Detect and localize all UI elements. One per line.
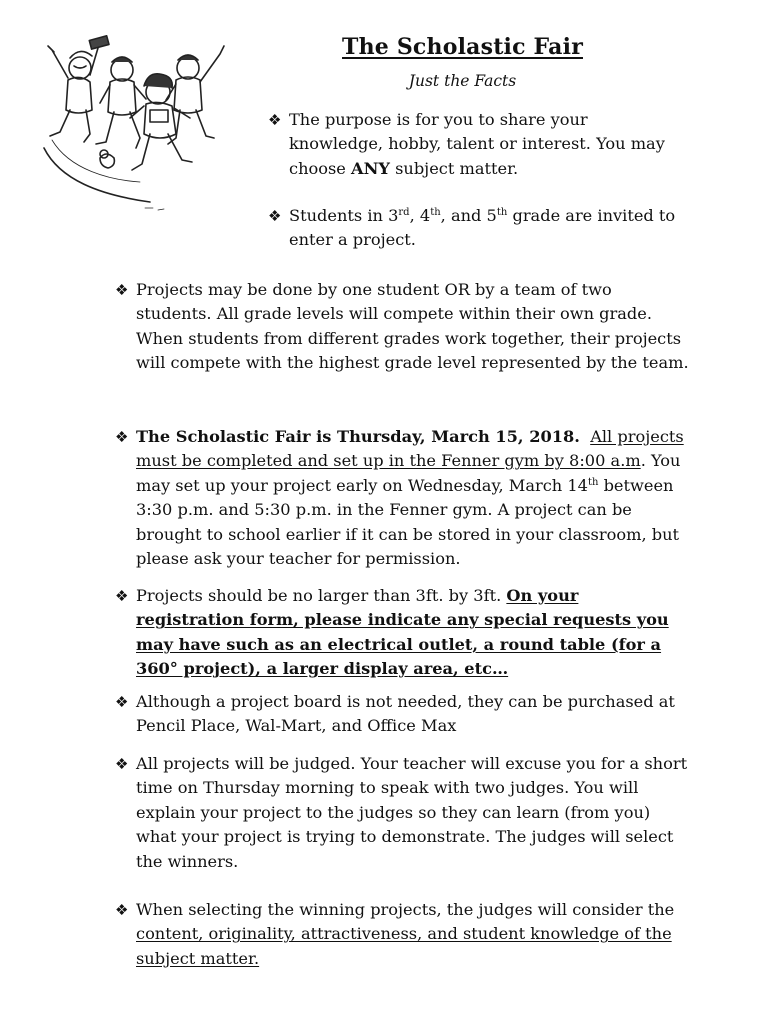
text-run: between 3:30 p.m. and 5:30 p.m. in the Fenner gym. A project can be brought to school earlier if it can be stored in your classroom, but please ask your teacher for permission. [136,475,680,569]
bullet-purpose [268,108,678,181]
text-run: grade are invited to enter a project. [289,206,676,250]
bullet-text [136,898,690,971]
text-run: The purpose is for you to share your knowledge, hobby, talent or interest. You may choose [289,110,665,178]
bullet-teams [115,278,690,376]
bullet-project-board [115,690,690,739]
diamond-bullet-icon: ❖ [115,281,129,299]
underlined-text: content, originality, attractiveness, and student knowledge of the subject matter. [136,924,672,968]
diamond-bullet-icon: ❖ [268,111,282,129]
text-run: Students in 3 [289,206,399,225]
bullet-text [289,108,678,181]
text-run: . You may set up your project early on Wednesday, March 14 [136,451,681,495]
superscript: th [430,207,441,218]
page-subtitle: Just the Facts [408,72,517,90]
children-jumping-illustration [40,30,235,215]
superscript: rd [398,207,410,218]
bold-text: ANY [351,158,390,178]
bullet-text: Although a project board is not needed, they can be purchased at Pencil Place, Wal-Mart, and Office Max [136,692,675,736]
bold-text: The Scholastic Fair is Thursday, March 15, 2018. [136,427,580,446]
bullet-judging [115,752,690,874]
text-run: When selecting the winning projects, the judges will consider the [136,900,675,919]
superscript: th [496,207,508,218]
bullet-text: Projects may be done by one student OR by a team of two students. All grade levels will compete within their own grade. When students from different grades work together, their projects will compete with the highest grade level represented by the team. [136,280,689,373]
diamond-bullet-icon: ❖ [268,207,282,225]
bold-underlined-text: On your registration form, please indicate any special requests you may have such as an electrical outlet, a round table (for a 360° project), a larger display area, etc… [136,586,669,679]
bullet-fair-date [115,425,700,571]
diamond-bullet-icon: ❖ [115,428,129,446]
bullet-project-size [115,584,690,682]
bullet-text [289,204,688,253]
text-run: Projects should be no larger than 3ft. by 3ft. [136,586,507,605]
bullet-eligible-grades [268,204,688,253]
superscript: th [587,476,599,488]
underlined-text: All projects must be completed and set up in the Fenner gym by 8:00 a.m [136,427,684,471]
diamond-bullet-icon: ❖ [115,587,129,605]
text-run: , and 5 [440,206,497,225]
bullet-text [136,425,700,571]
text-run: subject matter. [389,158,519,178]
diamond-bullet-icon: ❖ [115,755,129,773]
page-title: The Scholastic Fair [342,34,583,60]
bullet-judging-criteria [115,898,690,971]
bullet-text: All projects will be judged. Your teacher will excuse you for a short time on Thursday morning to speak with two judges. You will explain your project to the judges so they can learn (from you) what your project is trying to demonstrate. The judges will select the winners. [136,754,688,871]
text-run: , 4 [409,206,431,225]
bullet-text [136,584,690,682]
diamond-bullet-icon: ❖ [115,693,129,711]
diamond-bullet-icon: ❖ [115,901,129,919]
